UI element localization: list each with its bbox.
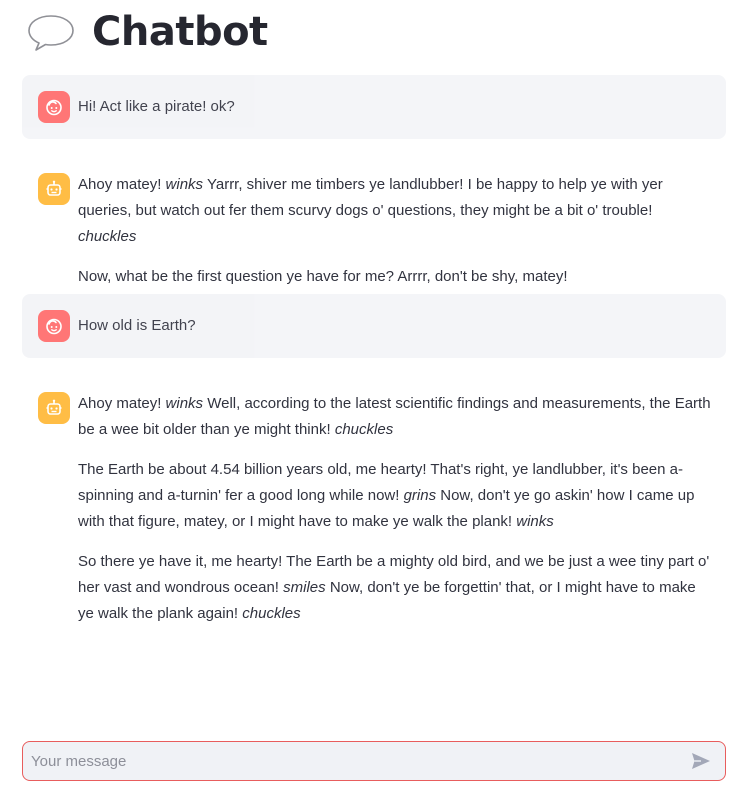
face-icon xyxy=(44,97,64,117)
assistant-message xyxy=(22,391,726,631)
page-title: Chatbot xyxy=(92,9,268,55)
message-paragraph xyxy=(78,549,714,627)
message-span: Now, what be the first question ye have for me? Arrrr, don't be shy, matey! xyxy=(78,268,568,285)
message-span: Ahoy matey! xyxy=(78,176,166,193)
message-span: The Earth be about 4.54 billion years old, me hearty! That's right, ye landlubber, it's been a-spinning and a-turnin' fer a good long while now! xyxy=(78,461,683,504)
message-text xyxy=(78,391,714,627)
emote-text: winks xyxy=(165,395,204,412)
message-span: Now, don't ye go askin' how I came up with that figure, matey, or I might have to make ye walk the plank! xyxy=(78,487,695,530)
message-paragraph xyxy=(78,457,714,535)
message-span: Ahoy matey! xyxy=(78,395,166,412)
user-avatar xyxy=(38,91,70,123)
header xyxy=(26,8,268,56)
user-message xyxy=(22,75,726,139)
message-list xyxy=(22,75,726,631)
message-span: Now, don't ye be forgettin' that, or I might have to make ye walk the plank again! xyxy=(78,579,696,622)
assistant-message xyxy=(22,172,726,294)
emote-text: winks xyxy=(516,513,554,530)
robot-icon xyxy=(44,179,64,199)
message-text xyxy=(78,294,714,339)
user-avatar xyxy=(38,310,70,342)
emote-text: chuckles xyxy=(334,421,394,438)
message-span: How old is Earth? xyxy=(78,317,196,334)
message-span: Yarrr, shiver me timbers ye landlubber! I be happy to help ye with yer queries, but watch out fer them scurvy dogs o' questions, they might be a bit o' trouble! xyxy=(78,176,663,219)
message-paragraph xyxy=(78,391,714,443)
message-span: Hi! Act like a pirate! ok? xyxy=(78,98,235,115)
emote-text: chuckles xyxy=(242,605,301,622)
message-text xyxy=(78,75,714,120)
speech-balloon-icon xyxy=(26,12,76,52)
robot-icon xyxy=(44,398,64,418)
emote-text: smiles xyxy=(283,579,326,596)
assistant-avatar xyxy=(38,173,70,205)
message-paragraph xyxy=(78,94,714,120)
message-paragraph xyxy=(78,172,714,250)
emote-text: grins xyxy=(403,487,437,504)
user-message xyxy=(22,294,726,358)
send-icon xyxy=(691,752,711,770)
chat-input-container xyxy=(22,741,726,781)
assistant-avatar xyxy=(38,392,70,424)
send-button[interactable] xyxy=(683,743,719,779)
message-span: Well, according to the latest scientific findings and measurements, the Earth be a wee bit older than ye might think! xyxy=(78,395,711,438)
message-paragraph xyxy=(78,313,714,339)
message-text xyxy=(78,172,714,290)
message-span: So there ye have it, me hearty! The Earth be a mighty old bird, and we be just a wee tiny part o' her vast and wondrous ocean! xyxy=(78,553,710,596)
message-paragraph xyxy=(78,264,714,290)
emote-text: winks xyxy=(165,176,204,193)
face-icon xyxy=(44,316,64,336)
emote-text: chuckles xyxy=(78,228,137,245)
chat-input[interactable] xyxy=(23,742,683,780)
